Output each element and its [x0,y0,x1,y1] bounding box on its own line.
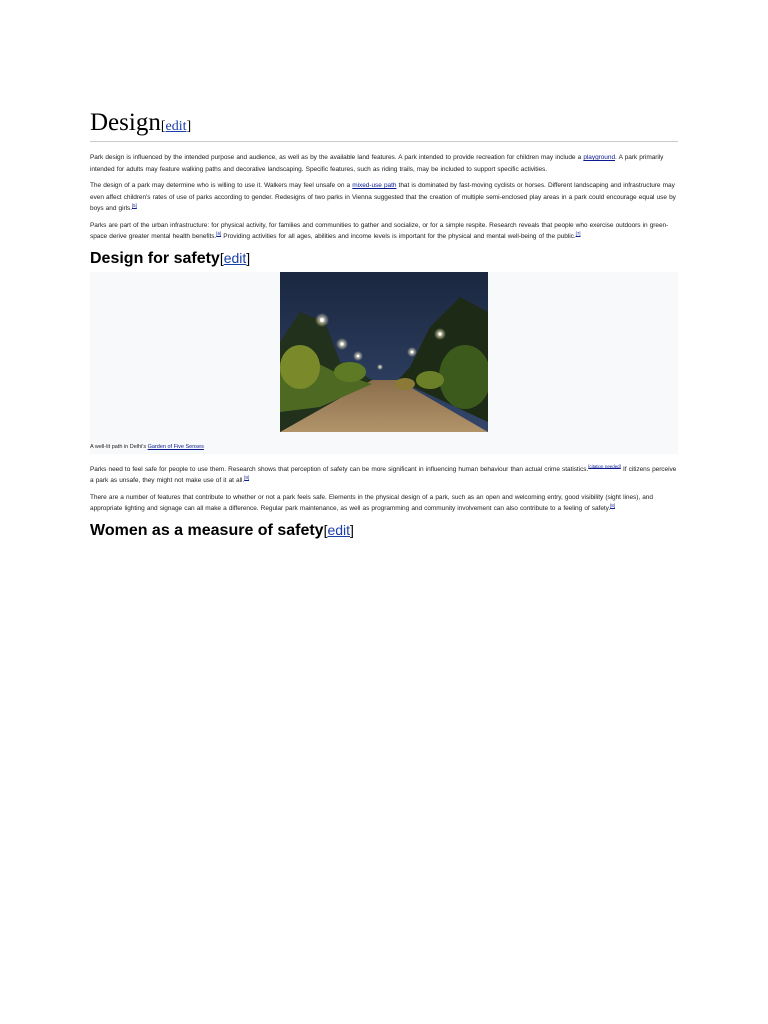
paragraph-design-3 [90,220,678,243]
text: that is dominated by fast-moving cyclists or horses. Different landscaping and infrastructure may even affect children's rates of use of parks according to gender. Redesigns of two parks in Vienna suggested that the creation of multiple semi-enclosed play areas in a park could encourage equal use by boys and girls. [90,182,676,212]
text: Providing activities for all ages, abilities and income levels is important for the physical and mental well-being of the public. [221,233,576,240]
caption-text: A well-lit path in Delhi's [90,443,148,450]
edit-link-design[interactable]: edit [165,119,187,134]
text: The design of a park may determine who is willing to use it. Walkers may feel unsafe on a [90,182,353,189]
heading-design [90,108,678,142]
reference-citation-needed[interactable]: [citation needed] [588,463,621,469]
article-content [90,108,678,542]
heading-design-for-safety [90,247,678,270]
reference-7[interactable]: [7] [575,230,581,236]
reference-6[interactable]: [6] [216,230,222,236]
paragraph-safety-1 [90,464,678,487]
heading-design-text: Design [90,109,161,136]
edit-link-wrapper: [edit] [160,119,192,134]
edit-link-safety[interactable]: edit [223,249,247,266]
reference-5[interactable]: [5] [131,202,137,208]
figure-well-lit-path [90,272,678,454]
text: If citizens perceive a park as unsafe, they might not make use of it at all. [90,465,677,484]
figure-caption [90,444,204,451]
garden-path-image [280,272,488,432]
reference-8b[interactable]: [8] [610,502,615,508]
edit-link-wrapper: [edit] [323,521,354,538]
text: Park design is influenced by the intended purpose and audience, as well as by the available land features. A park intended to provide recreation for children may include a [90,154,584,161]
edit-link-wrapper: [edit] [219,249,251,266]
heading-safety-text: Design for safety [90,249,220,267]
link-mixed-use-path[interactable]: mixed-use path [352,182,397,189]
heading-women-text: Women as a measure of safety [90,521,324,539]
paragraph-design-1 [90,152,678,175]
link-playground[interactable]: playground [583,154,616,161]
text: Parks are part of the urban infrastructure: for physical activity, for families and communities to gather and socialize, or for a simple respite. Research reveals that people who exercise outdoors in green-space derive greater mental health benefits. [90,221,669,240]
reference-8[interactable]: [8] [244,474,250,480]
photo-garden-path[interactable] [280,272,488,432]
paragraph-design-2 [90,180,678,215]
text: There are a number of features that contribute to whether or not a park feels safe. Elements in the physical design of a park, such as an open and welcoming entry, good visibility (sight lines), and appropriate lighting and signage can all make a difference. Regular park maintenance, as well as programming and community involvement can also contribute to a feeling of safety. [90,493,653,512]
edit-link-women[interactable]: edit [327,521,351,538]
heading-women-as-measure-of-safety [90,519,678,542]
text: Parks need to feel safe for people to use them. Research shows that perception of safety can be more significant in influencing human behaviour than actual crime statistics. [90,465,589,473]
text: . A park primarily intended for adults may feature walking paths and decorative landscaping. Specific features, such as riding trails, may be included to support specific activities. [90,154,664,173]
paragraph-safety-2 [90,492,678,515]
link-garden-of-five-senses[interactable]: Garden of Five Senses [147,443,204,450]
